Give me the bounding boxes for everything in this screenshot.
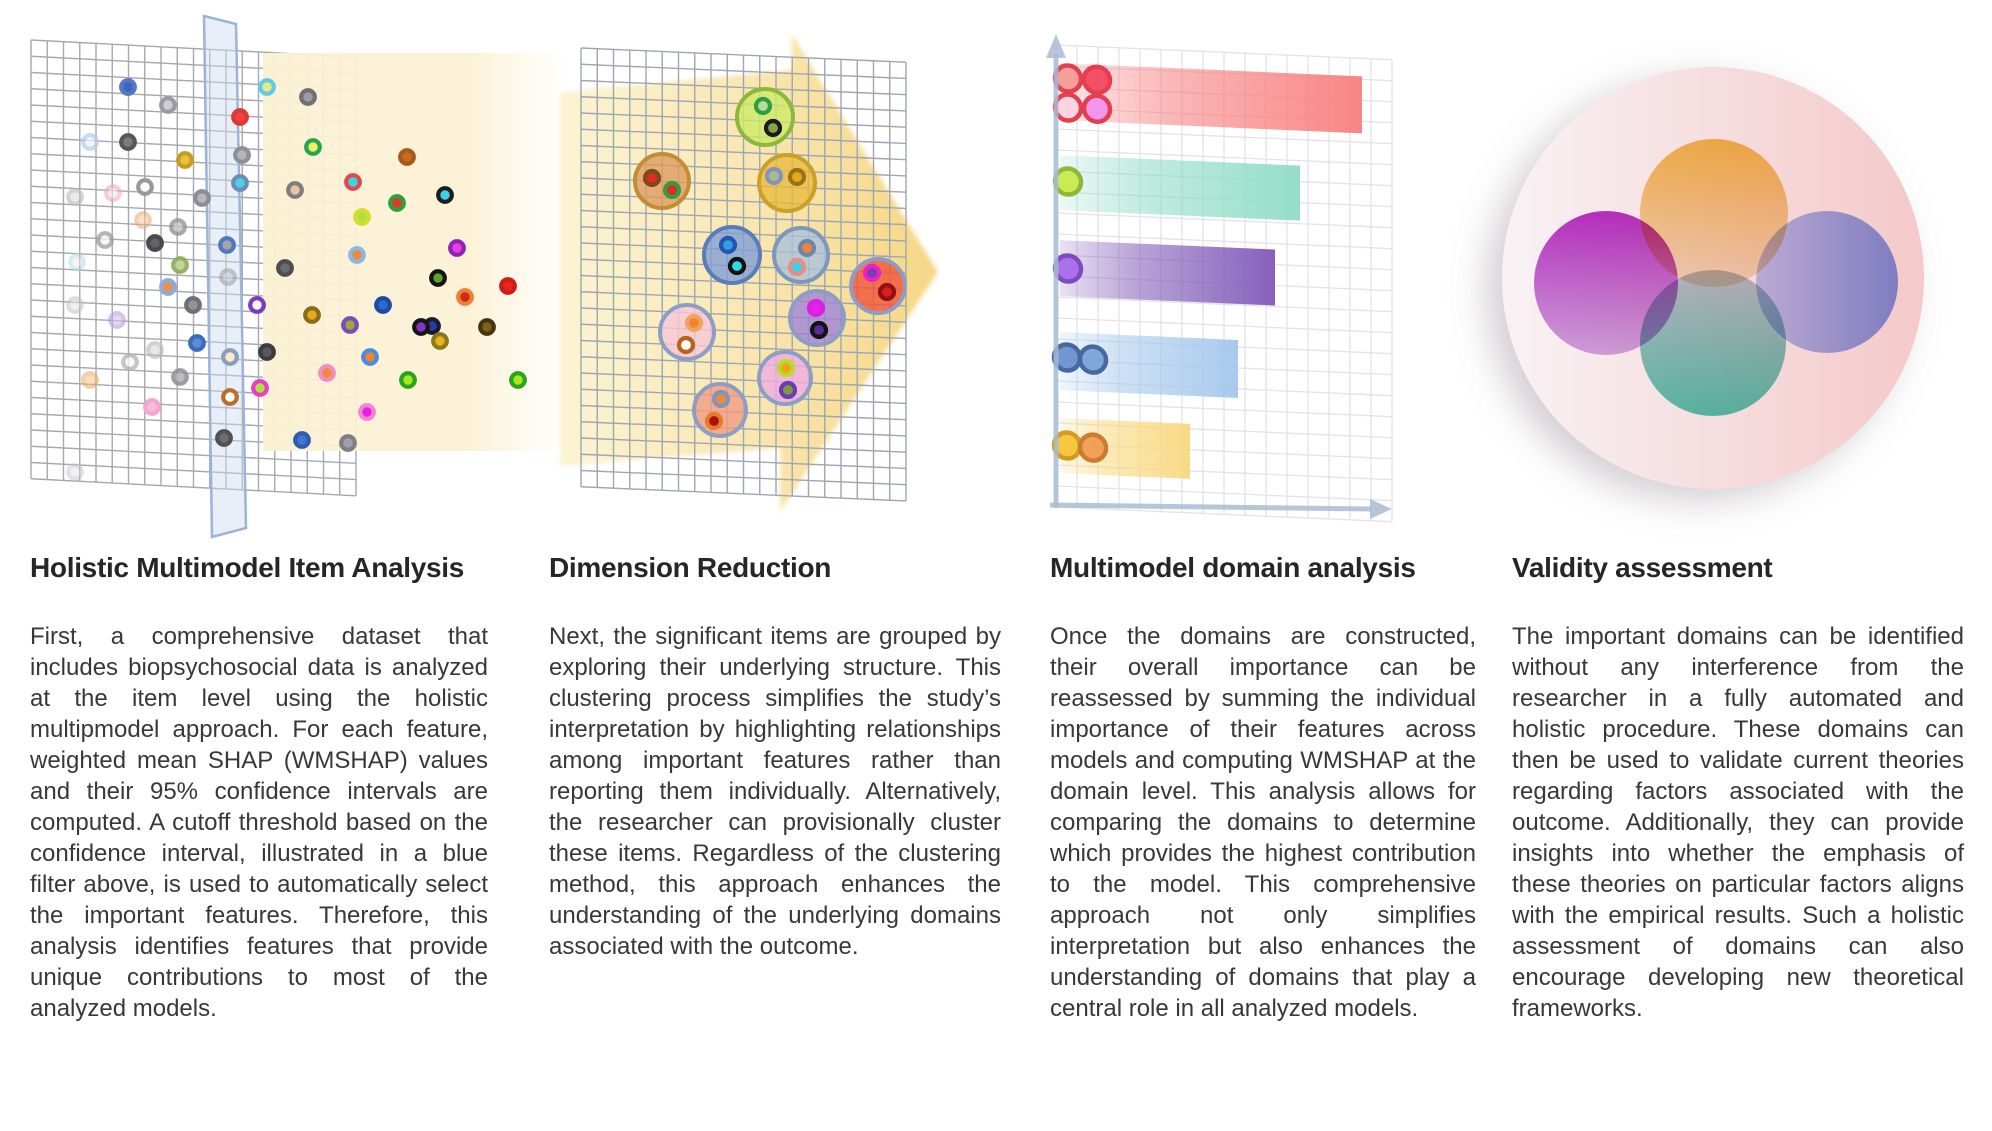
feature-dot	[458, 290, 472, 304]
panel-body: Next, the significant items are grouped by exploring their underlying structure. This clustering process simplifies the study’s interpretation by highlighting relationships among important features rather than reporting them individually. Alternatively, the researcher can provisionally cluster these items. Regardless of the clustering method, this approach enhances the understanding of the underlying domains associated with the outcome.	[549, 623, 1001, 961]
panel-item-analysis	[30, 552, 488, 1024]
feature-dot	[70, 255, 84, 269]
x-axis-arrowhead	[1370, 499, 1392, 519]
feature-dot	[376, 298, 390, 312]
feature-dot	[220, 238, 234, 252]
feature-dot	[223, 350, 237, 364]
feature-dot	[350, 248, 364, 262]
feature-dot	[190, 336, 204, 350]
panel-title: Multimodel domain analysis	[1050, 552, 1416, 583]
feature-dot	[68, 465, 82, 479]
panel-body: Once the domains are constructed, their overall importance can be reassessed by summing the individual importance of their features across models and computing WMSHAP at the domain level. This analysis allows for comparing the domains to determine which provides the highest contribution to the model. This comprehensive approach not only simplifies interpretation but also enhances the understanding of domains that play a central role in all analyzed models.	[1050, 623, 1476, 1023]
feature-dot	[295, 433, 309, 447]
feature-dot	[121, 80, 135, 94]
feature-dot	[136, 213, 150, 227]
panel-dimension-reduction	[549, 552, 1001, 962]
panel-domain-analysis	[1050, 552, 1476, 1024]
feature-dot	[301, 90, 315, 104]
feature-dot	[235, 148, 249, 162]
feature-dot	[450, 241, 464, 255]
domain-item-circle	[1055, 255, 1081, 282]
domain-item-circle	[1084, 66, 1110, 93]
feature-dot	[123, 355, 137, 369]
y-axis-arrowhead	[1046, 34, 1066, 58]
item-analysis-figure	[31, 16, 565, 537]
dimension-reduction-figure	[560, 34, 938, 512]
feature-dot	[186, 298, 200, 312]
feature-dot	[68, 298, 82, 312]
feature-dot	[306, 140, 320, 154]
domain-analysis-figure	[1046, 34, 1392, 522]
feature-dot	[161, 280, 175, 294]
domain-item-circle	[1055, 168, 1081, 195]
domain-item-circle	[1084, 95, 1110, 122]
feature-dot	[433, 334, 447, 348]
feature-dot	[288, 183, 302, 197]
domain-bar	[1060, 240, 1275, 305]
feature-dot	[260, 80, 274, 94]
feature-dot	[233, 110, 247, 124]
figure-strip	[0, 0, 1992, 545]
feature-dot	[341, 436, 355, 450]
panel-title: Validity assessment	[1512, 552, 1773, 583]
feature-dot	[195, 191, 209, 205]
feature-dot	[400, 150, 414, 164]
feature-dot	[98, 233, 112, 247]
feature-dot	[346, 175, 360, 189]
feature-dot	[343, 318, 357, 332]
panel-title: Dimension Reduction	[549, 552, 832, 583]
feature-dot	[178, 153, 192, 167]
venn-domain-circle	[1640, 270, 1786, 416]
feature-dot	[138, 180, 152, 194]
validity-figure	[1502, 67, 1924, 489]
feature-dot	[401, 373, 415, 387]
feature-dot	[221, 270, 235, 284]
feature-dot	[390, 196, 404, 210]
item-cluster	[759, 155, 815, 211]
feature-dot	[355, 210, 369, 224]
feature-dot	[278, 261, 292, 275]
item-cluster	[660, 305, 714, 359]
panel-title: Holistic Multimodel Item Analysis	[30, 552, 465, 583]
feature-dot	[438, 188, 452, 202]
feature-dot	[414, 320, 428, 334]
domain-item-circle	[1080, 346, 1106, 373]
domain-item-circle	[1055, 94, 1081, 121]
item-cluster	[635, 154, 689, 208]
feature-dot	[360, 405, 374, 419]
feature-dot	[161, 98, 175, 112]
feature-dot	[217, 431, 231, 445]
domain-bar	[1060, 155, 1300, 220]
feature-dot	[253, 381, 267, 395]
panel-validity-assessment	[1512, 552, 1964, 1024]
feature-dot	[148, 236, 162, 250]
feature-dot	[106, 186, 120, 200]
feature-dot	[83, 135, 97, 149]
item-cluster	[851, 259, 905, 313]
feature-dot	[68, 190, 82, 204]
feature-dot	[320, 366, 334, 380]
feature-dot	[260, 345, 274, 359]
feature-dot	[501, 279, 515, 293]
feature-dot	[171, 220, 185, 234]
feature-dot	[121, 135, 135, 149]
feature-dot	[305, 308, 319, 322]
domain-bars	[1054, 63, 1362, 486]
domain-item-circle	[1055, 65, 1081, 92]
feature-dot	[431, 271, 445, 285]
feature-dot	[173, 258, 187, 272]
item-cluster	[759, 352, 811, 404]
item-cluster	[704, 227, 760, 283]
feature-dot	[363, 350, 377, 364]
item-cluster	[790, 291, 844, 345]
domain-item-circle	[1080, 434, 1106, 461]
feature-dot	[223, 390, 237, 404]
feature-dot	[145, 400, 159, 414]
feature-dot	[250, 298, 264, 312]
selection-highlight-band	[263, 53, 565, 451]
item-cluster	[694, 384, 746, 436]
panel-body: First, a comprehensive dataset that includes biopsychosocial data is analyzed at the item level using the holistic multipmodel approach. For each feature, weighted mean SHAP (WMSHAP) values and their 95% confidence intervals are computed. A cutoff threshold based on the confidence interval, illustrated in a blue filter above, is used to automatically select the important features. Therefore, this analysis identifies features that provide unique contributions to most of the analyzed models.	[30, 623, 488, 1023]
feature-dot	[110, 313, 124, 327]
feature-dot	[173, 370, 187, 384]
feature-dot	[83, 373, 97, 387]
feature-dot	[511, 373, 525, 387]
item-cluster	[737, 89, 793, 145]
feature-dot	[480, 320, 494, 334]
feature-dot	[233, 176, 247, 190]
feature-dot	[148, 343, 162, 357]
panel-body: The important domains can be identified without any interference from the researcher in a fully automated and holistic procedure. These domains can then be used to validate current theories regarding factors associated with the outcome. Additionally, they can provide insights into whether the emphasis of these theories on particular factors aligns with the empirical results. Such a holistic assessment of domains can also encourage developing new theoretical frameworks.	[1512, 623, 1964, 1023]
item-cluster	[774, 228, 828, 282]
